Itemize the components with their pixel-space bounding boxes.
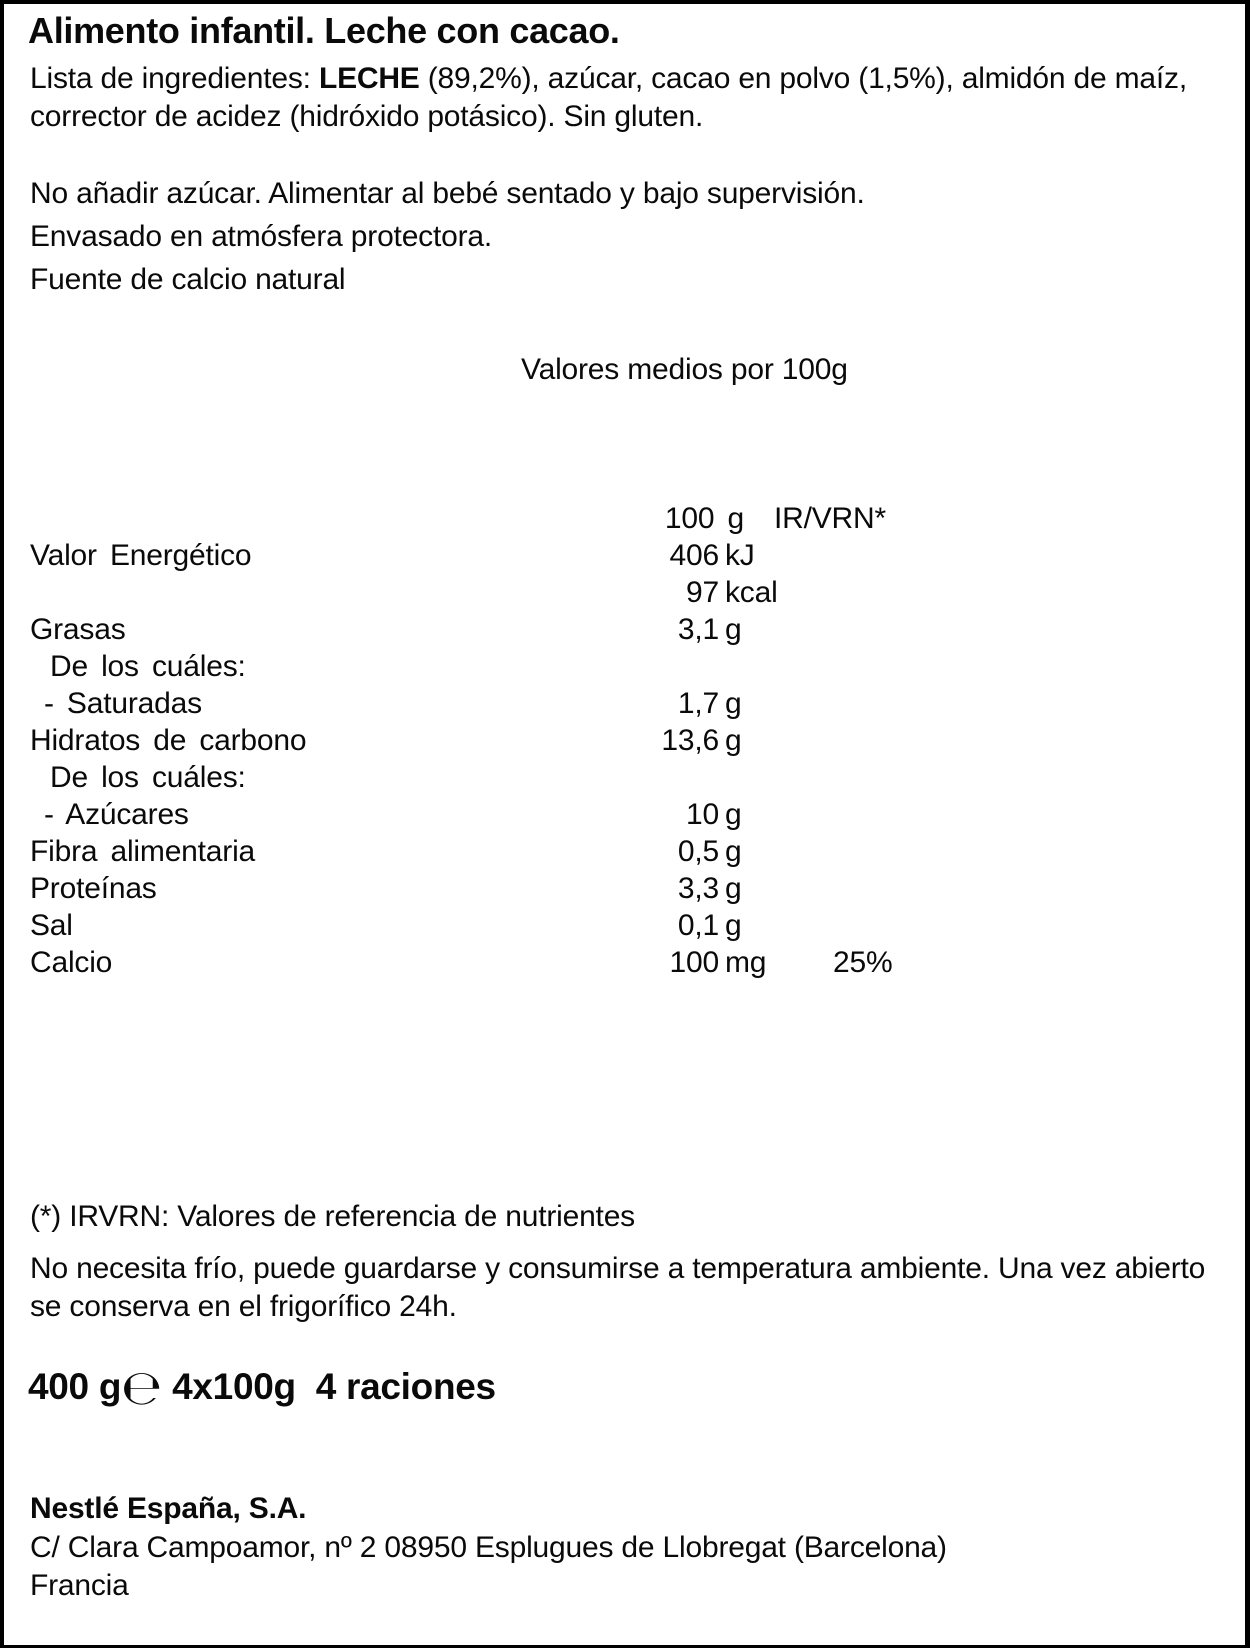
nutrient-unit [719,648,774,685]
nutrient-ir-value [774,537,1250,574]
nutrient-unit: g [725,909,742,942]
nutrient-value: 0,5 [677,835,719,868]
nutrient-value: 97 [686,576,719,609]
nutrient-value: 13,6 [661,724,719,757]
nutrition-row-of-which-carbs [4,759,1250,796]
manufacturer-name: Nestlé España, S.A. [30,1492,307,1525]
nutrient-ir-value [774,648,1250,685]
nutrition-row-sugars [4,796,1250,833]
nutrition-table-header [4,500,1250,537]
nutrient-label: Proteínas [30,872,157,905]
nutrient-unit: g [725,798,742,831]
nutrition-row-fiber [4,833,1250,870]
net-weight-amount: 400 g [28,1366,122,1407]
nutrition-row-salt [4,907,1250,944]
nutrient-label: De los cuáles: [50,650,246,683]
nutrient-value: 100 [669,946,719,979]
nutrient-ir-value: 25% [833,946,893,979]
nutrient-unit: g [725,724,742,757]
nutrient-label: Fibra alimentaria [30,835,256,868]
nutrient-ir-value [774,722,1250,759]
nutrition-row-energy [4,537,1250,574]
nutrient-ir-value [774,574,1250,611]
nutrient-label: - Azúcares [44,798,189,831]
nutrient-value: 3,3 [677,872,719,905]
manufacturer-block [30,1490,1210,1606]
estimated-sign: ℮ [121,1360,163,1416]
nutrient-unit: g [725,872,742,905]
nutrition-heading: Valores medios por 100g [521,353,848,386]
ingredients-suffix: (89,2%), azúcar, cacao en polvo (1,5%), almidón de maíz, corrector de acidez (hidróxido potásico). Sin gluten. [30,62,1187,133]
nutrient-label: - Saturadas [44,687,202,720]
nutrient-ir-value [774,685,1250,722]
nutrient-ir-value [774,870,1250,907]
nutrition-table [4,500,1250,981]
storage-instructions: No necesita frío, puede guardarse y consumirse a temperatura ambiente. Una vez abierto se conserva en el frigorífico 24h. [30,1252,1206,1323]
warning-no-sugar: No añadir azúcar. Alimentar al bebé sentado y bajo supervisión. [30,177,865,210]
nutrition-row-energy-kcal [4,574,1250,611]
nutrient-value: 406 [669,539,719,572]
ingredients-emphasis: LECHE [318,62,420,95]
nutrient-unit: kcal [725,576,778,609]
nutrient-value: 0,1 [677,909,719,942]
nutrient-value [634,648,719,685]
nutrition-row-calcium [4,944,1250,981]
nutrient-label: Sal [30,909,73,942]
nutrition-row-carbohydrates [4,722,1250,759]
nutrient-unit: g [725,613,742,646]
nutrient-ir-value [774,611,1250,648]
nutrient-unit: mg [725,946,767,979]
nutrient-value: 10 [686,798,719,831]
nutrient-ir-value [774,796,1250,833]
nutrition-row-fat [4,611,1250,648]
ingredients-text [30,60,1210,136]
nutrition-row-saturated [4,685,1250,722]
nutrient-label: Grasas [30,613,126,646]
nutrient-value: 1,7 [677,687,719,720]
nutrient-unit: g [725,835,742,868]
ir-vrn-footnote: (*) IRVRN: Valores de referencia de nutrientes [30,1200,635,1233]
warning-calcium-source: Fuente de calcio natural [30,263,346,296]
nutrition-row-of-which-fat [4,648,1250,685]
warning-packaging: Envasado en atmósfera protectora. [30,220,493,253]
nutrient-label: Calcio [30,946,113,979]
nutrient-value [634,759,719,796]
nutrient-ir-value [774,833,1250,870]
manufacturer-address: C/ Clara Campoamor, nº 2 08950 Esplugues de Llobregat (Barcelona) [30,1530,947,1564]
nutrient-label: Valor Energético [30,539,252,572]
nutrient-label [4,574,634,611]
nutrient-ir-value [774,759,1250,796]
nutrient-label: De los cuáles: [50,761,246,794]
column-header-ir-vrn: IR/VRN* [774,502,886,535]
net-weight-portions: 4x100g 4 raciones [162,1366,496,1407]
product-title: Alimento infantil. Leche con cacao. [28,10,620,51]
nutrient-label: Hidratos de carbono [30,724,307,757]
nutrient-value: 3,1 [677,613,719,646]
usage-warnings [30,172,1210,301]
column-header-amount: 100 g [664,502,744,535]
nutrient-unit [719,759,774,796]
manufacturer-country: Francia [30,1569,129,1602]
nutrient-unit: kJ [725,539,755,572]
net-weight [28,1360,496,1416]
ingredients-prefix: Lista de ingredientes: [30,62,319,95]
nutrient-ir-value [774,907,1250,944]
nutrition-row-protein [4,870,1250,907]
nutrient-unit: g [725,687,742,720]
